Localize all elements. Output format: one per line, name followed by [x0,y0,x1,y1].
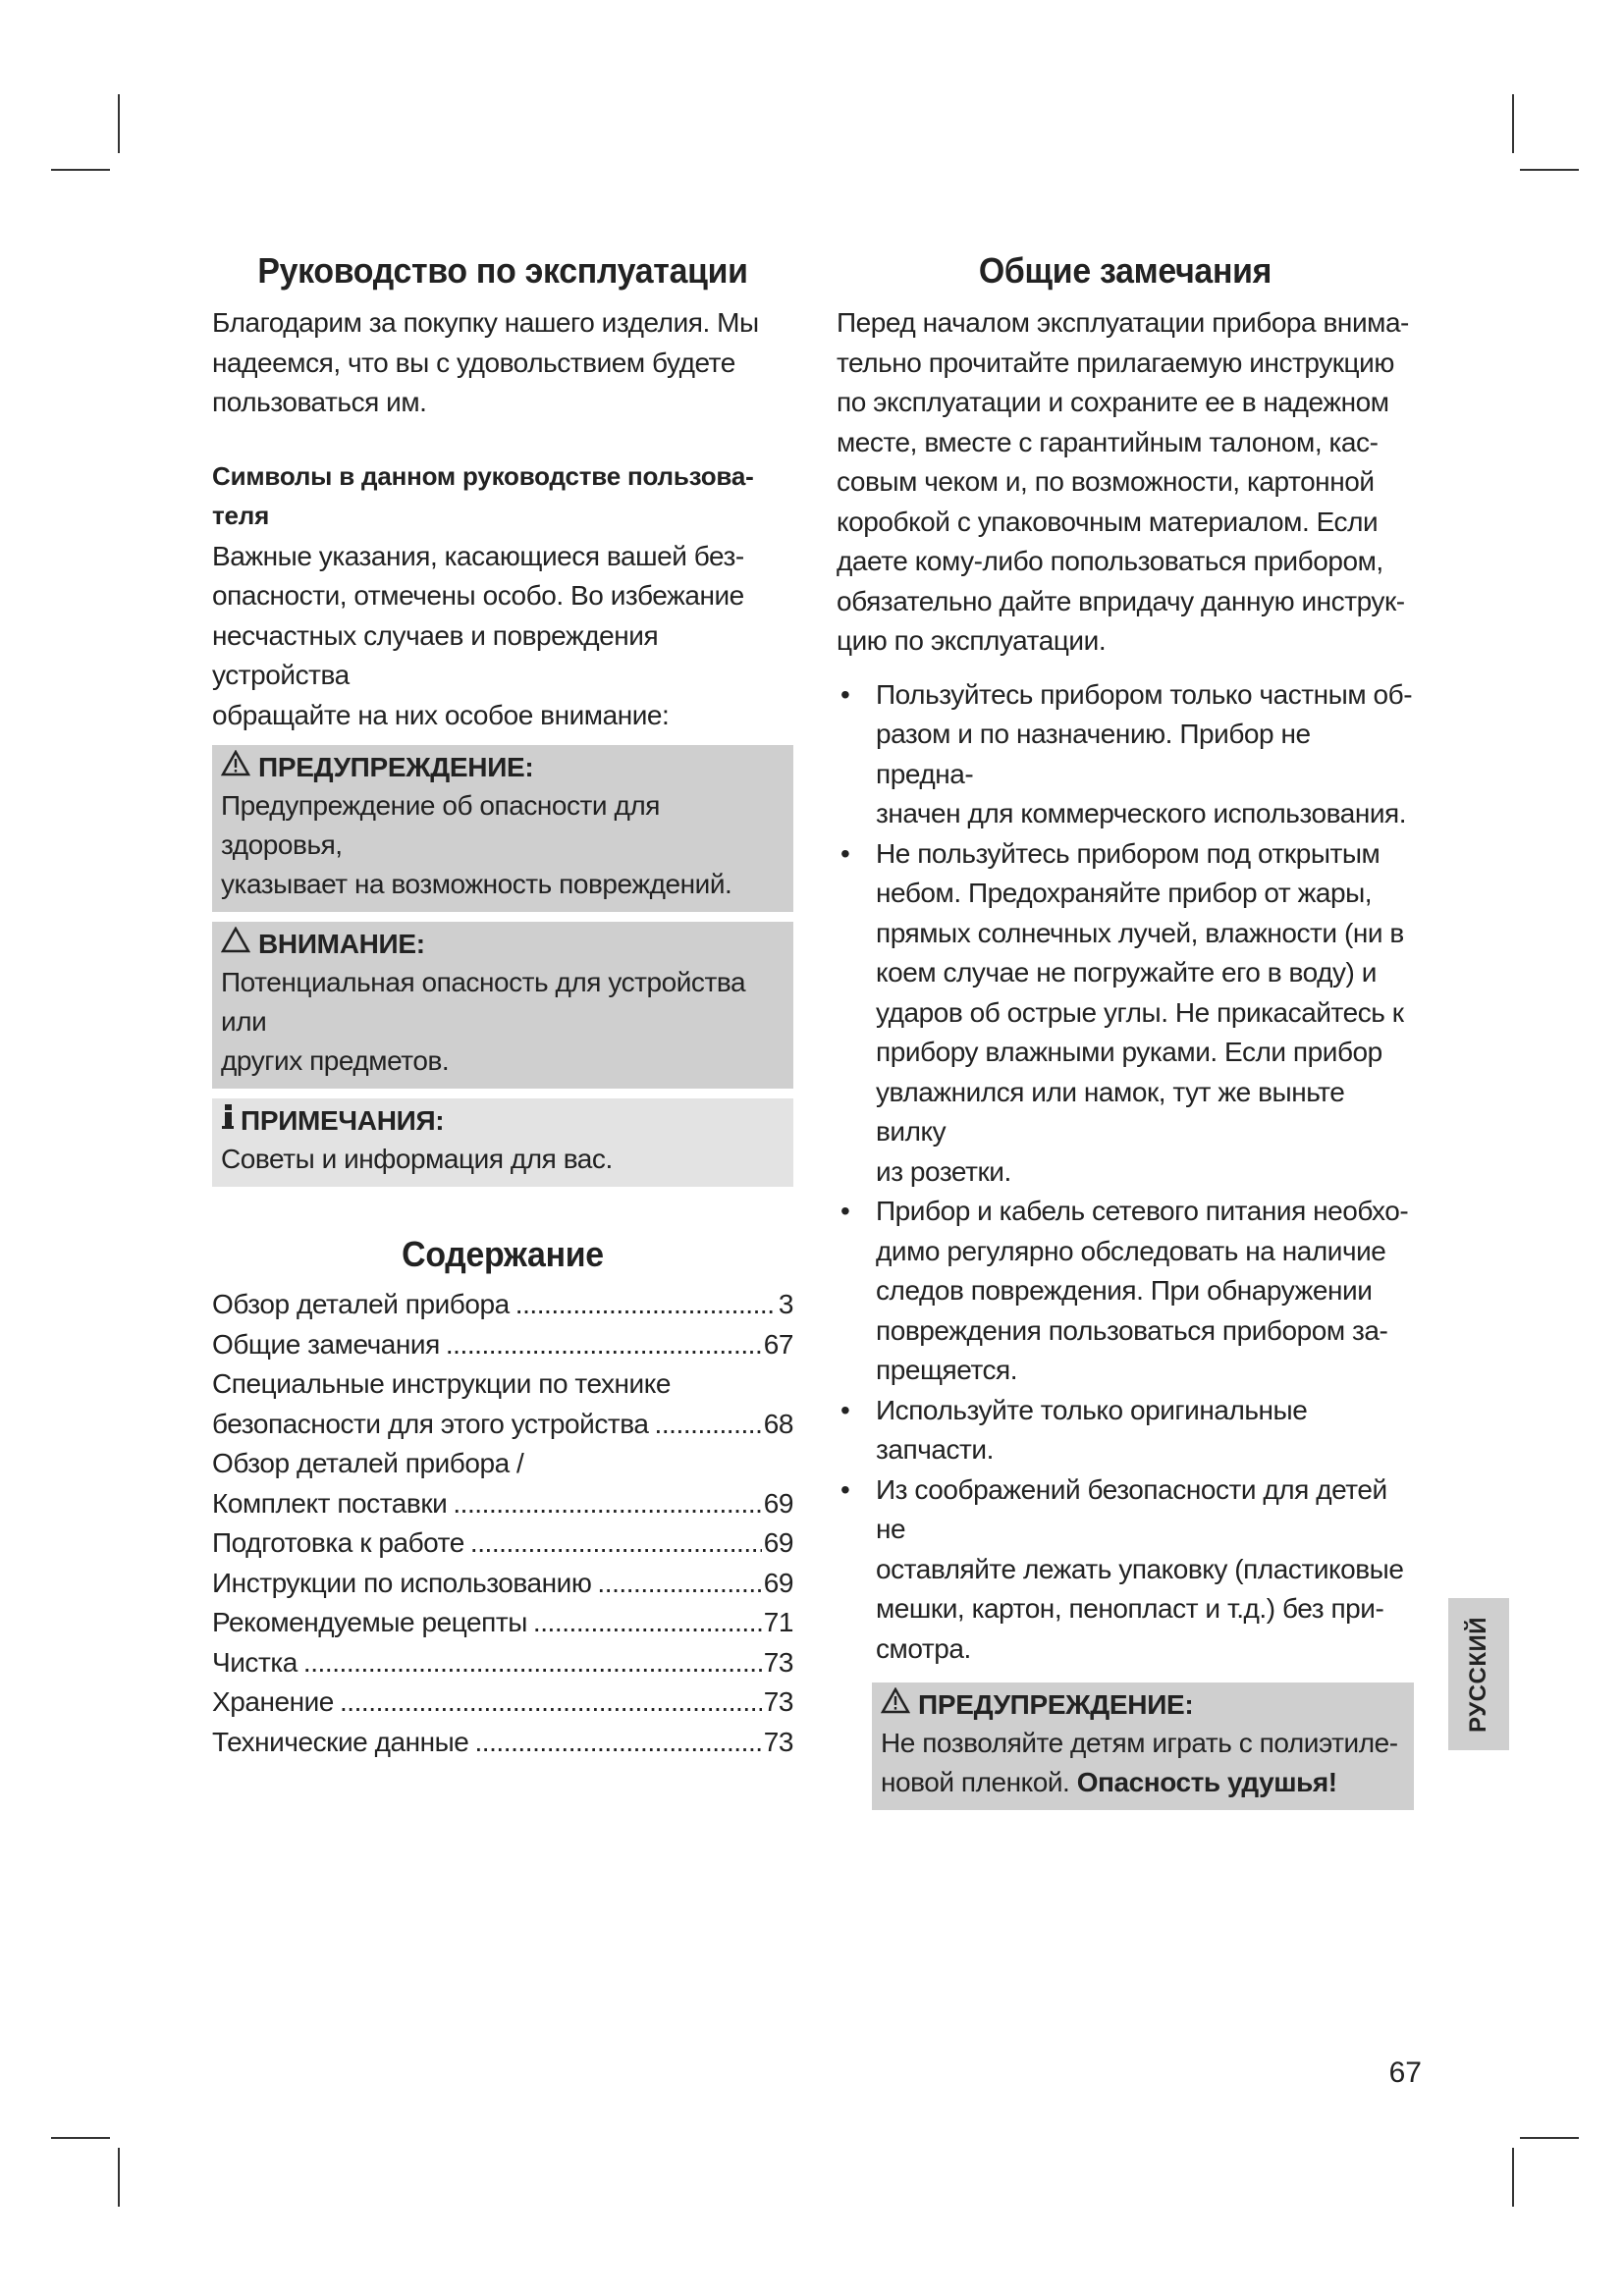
right-column [837,250,1414,1810]
left-column [212,250,793,1762]
toc-entry[interactable]: Обзор деталей прибора ..... 3 [212,1285,793,1325]
page-number: 67 [1388,2056,1422,2089]
language-tab-label: РУССКИЙ [1465,1616,1491,1733]
toc-entry[interactable]: Рекомендуемые рецепты ..... 71 [212,1603,793,1643]
toc-entry[interactable]: Подготовка к работе ..... 69 [212,1523,793,1564]
list-item: • Прибор и кабель сетевого питания необхо- димо регулярно обследовать на наличие следов повреждения. При обнаружении повреждения пользоваться прибором за- прещяется. [837,1192,1414,1391]
intro-paragraph: Благодарим за покупку нашего изделия. Мы надеемся, что вы с удовольствием будете пользоваться им. [212,307,759,417]
toc-entry[interactable]: Инструкции по использованию ..... 69 [212,1564,793,1604]
safety-bullet-list [837,675,1414,1670]
note-title: ПРИМЕЧАНИЯ: [241,1105,445,1136]
toc-entry[interactable]: Хранение ..... 73 [212,1682,793,1723]
list-item: • Пользуйтесь прибором только частным об- разом и по назначению. Прибор не предна- значен для коммерческого использования. [837,675,1414,834]
warning-triangle-icon [881,1686,910,1724]
symbols-heading: Символы в данном руководстве пользова- теля [212,460,754,530]
language-tab [1448,1598,1509,1750]
toc-title: Содержание [402,1234,604,1274]
warning-title: ПРЕДУПРЕЖДЕНИЕ: [258,752,534,782]
info-icon [221,1102,235,1140]
crop-mark [1520,2137,1579,2139]
crop-mark [118,94,120,153]
warning-title: ПРЕДУПРЕЖДЕНИЕ: [918,1689,1194,1720]
caution-triangle-icon [221,926,250,963]
children-warning-box [872,1682,1414,1810]
note-text: Советы и информация для вас. [221,1144,613,1174]
list-item: • Не пользуйтесь прибором под открытым небом. Предохраняйте прибор от жары, прямых солнечных лучей, влажности (ни в коем случае не погружайте его в воду) и ударов об острые углы. Не прикасайтесь к прибору влажными руками. Если прибор увлажнился или намок, тут же выньте вилку из розетки. [837,834,1414,1193]
table-of-contents [212,1285,793,1762]
warning-text: Не позволяйте детям играть с полиэтиле- новой пленкой. Опасность удушья! [881,1728,1398,1797]
list-item: • Используйте только оригинальные запчасти. [837,1391,1414,1470]
general-notes-title: Общие замечания [978,250,1272,291]
caution-box [212,922,793,1089]
suffocation-warning: Опасность удушья! [1076,1767,1337,1797]
toc-entry[interactable]: безопасности для этого устройства ..... 68 [212,1405,793,1445]
note-box [212,1098,793,1187]
warning-box [212,745,793,912]
crop-mark [118,2148,120,2207]
toc-entry[interactable]: Чистка ..... 73 [212,1643,793,1683]
crop-mark [51,2137,110,2139]
toc-entry[interactable]: Специальные инструкции по технике [212,1368,671,1399]
general-notes-paragraph: Перед началом эксплуатации прибора внима- тельно прочитайте прилагаемую инструкцию по эксплуатации и сохраните ее в надежном месте, вместе с гарантийным талоном, кас- совым чеком и, по возможности, картонной коробкой с упаковочным материалом. Если даете кому-либо попользоваться прибором, обязательно дайте впридачу данную инструк- цию по эксплуатации. [837,307,1409,656]
toc-entry[interactable]: Обзор деталей прибора / [212,1448,524,1478]
crop-mark [1520,169,1579,171]
caution-title: ВНИМАНИЕ: [258,929,425,959]
warning-text: Предупреждение об опасности для здоровья, указывает на возможность повреждений. [221,790,732,899]
crop-mark [51,169,110,171]
toc-entry[interactable]: Технические данные ..... 73 [212,1723,793,1763]
caution-text: Потенциальная опасность для устройства или других предметов. [221,967,746,1076]
warning-triangle-icon [221,749,250,786]
toc-entry[interactable]: Общие замечания ..... 67 [212,1325,793,1365]
symbols-paragraph: Важные указания, касающиеся вашей без- опасности, отмечены особо. Во избежание несчастных случаев и повреждения устройства обращайте на них особое внимание: [212,540,744,730]
list-item: • Из соображений безопасности для детей не оставляйте лежать упаковку (пластиковые мешки, картон, пенопласт и т.д.) без при- смотра. [837,1470,1414,1670]
crop-mark [1512,94,1514,153]
toc-entry[interactable]: Комплект поставки ..... 69 [212,1484,793,1524]
crop-mark [1512,2148,1514,2207]
manual-title: Руководство по эксплуатации [257,250,748,291]
